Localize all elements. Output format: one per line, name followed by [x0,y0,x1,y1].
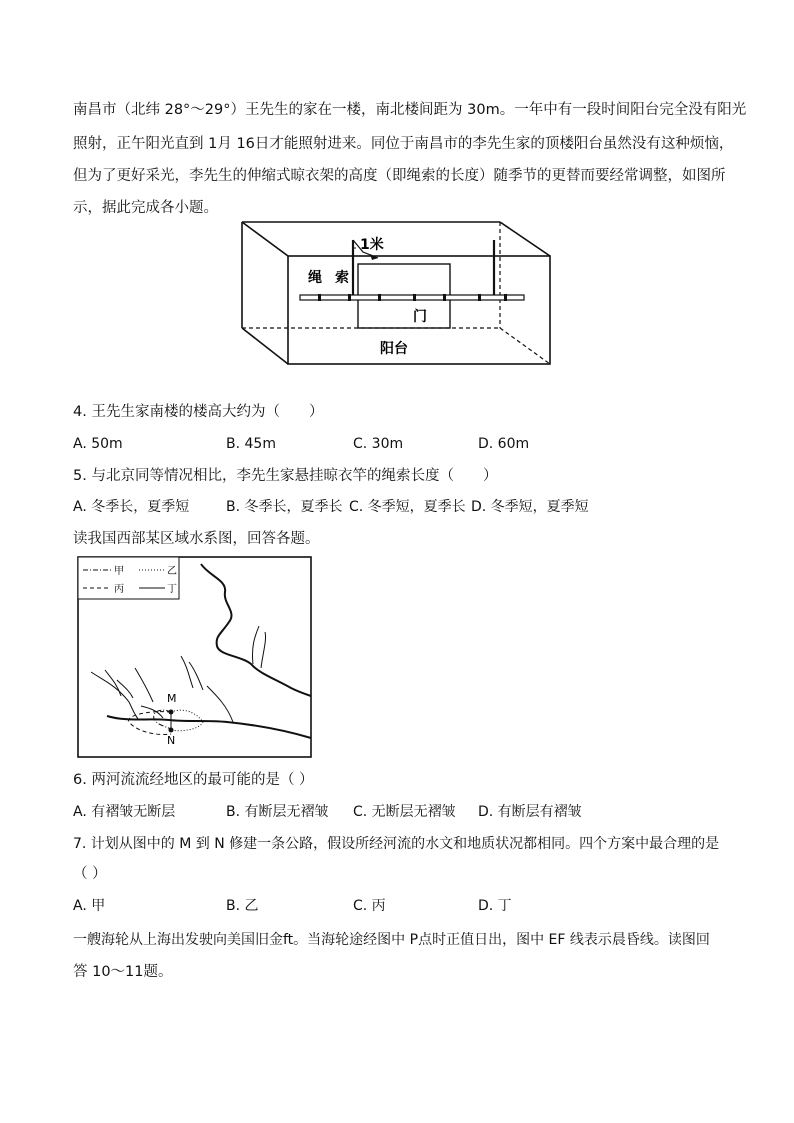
q7-option-a[interactable]: A. 甲 [73,898,106,914]
river-map-figure [77,556,313,760]
q7-option-c[interactable]: C. 丙 [353,898,386,914]
legend-ding: 丁 [167,584,177,595]
q6-option-c[interactable]: C. 无断层无褶皱 [353,804,456,820]
q4-option-b[interactable]: B. 45m [226,436,276,452]
q6-option-a[interactable]: A. 有褶皱无断层 [73,804,176,820]
intro-line-2: 照射，正午阳光直到 1月 16日才能照射进来。同位于南昌市的李先生家的顶楼阳台虽然没有这种烦恼， [73,136,734,152]
q5-option-a[interactable]: A. 冬季长，夏季短 [73,499,190,515]
q5-option-b[interactable]: B. 冬季长，夏季长 [226,499,343,515]
q7-stem-line-2: （ ） [73,866,107,882]
q6-option-d[interactable]: D. 有断层有褶皱 [478,804,582,820]
balcony-label: 阳台 [380,341,408,357]
label-n: N [167,734,176,747]
intro3-line-2: 答 10～11题。 [73,964,173,980]
q7-option-d[interactable]: D. 丁 [478,898,512,914]
intro-line-4: 示，据此完成各小题。 [73,200,218,216]
meter-label: 1米 [360,237,384,253]
intro2-text: 读我国西部某区域水系图，回答各题。 [73,531,320,547]
label-m: M [167,692,177,705]
q4-option-c[interactable]: C. 30m [353,436,404,452]
rope-label-2: 索 [335,270,349,286]
intro3-line-1: 一艘海轮从上海出发驶向美国旧金ft。当海轮途经图中 P点时正值日出，图中 EF 线表示晨昏线。读图回 [73,932,710,948]
q5-option-c[interactable]: C. 冬季短，夏季长 [349,499,466,515]
q4-stem: 4. 王先生家南楼的楼高大约为（ ） [73,404,324,420]
point-m [169,710,174,715]
q5-option-d[interactable]: D. 冬季短，夏季短 [471,499,589,515]
q6-stem: 6. 两河流流经地区的最可能的是（ ） [73,772,314,788]
legend-yi: 乙 [167,566,177,577]
balcony-figure [238,218,558,368]
intro-line-1: 南昌市（北纬 28°～29°）王先生的家在一楼，南北楼间距为 30m。一年中有一段时间阳台完全没有阳光 [73,102,747,118]
legend-bing: 丙 [114,584,124,595]
point-n [169,728,174,733]
q7-stem-line-1: 7. 计划从图中的 M 到 N 修建一条公路，假设所经河流的水文和地质状况都相同。四个方案中最合理的是 [73,836,720,852]
q6-option-b[interactable]: B. 有断层无褶皱 [226,804,329,820]
rope-label-1: 绳 [308,270,322,286]
q7-option-b[interactable]: B. 乙 [226,898,259,914]
legend-jia: 甲 [114,566,124,577]
q5-stem: 5. 与北京同等情况相比，李先生家悬挂晾衣竿的绳索长度（ ） [73,468,498,484]
q4-option-a[interactable]: A. 50m [73,436,123,452]
intro-line-3: 但为了更好采光，李先生的伸缩式晾衣架的高度（即绳索的长度）随季节的更替而要经常调整，如图所 [73,168,726,184]
q4-option-d[interactable]: D. 60m [478,436,530,452]
door-label: 门 [413,309,427,325]
